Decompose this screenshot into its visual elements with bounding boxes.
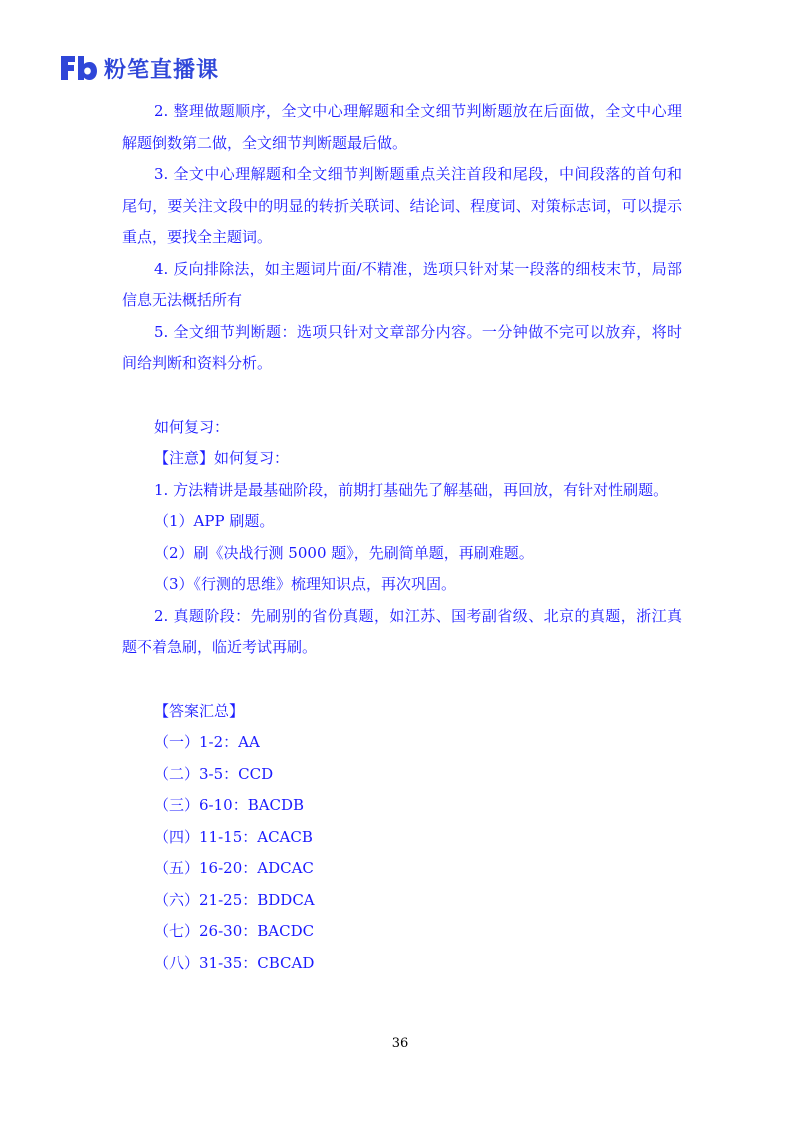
review-step-2: 2. 真题阶段：先刷别的省份真题，如江苏、国考副省级、北京的真题，浙江真题不着急刷，临近考试再刷。 (122, 606, 682, 656)
answers-heading: 【答案汇总】 (154, 701, 245, 720)
spacer (122, 380, 682, 412)
document-body (122, 96, 682, 979)
answer-item: （七）26-30：BACDC (154, 922, 315, 940)
answer-item: （一）1-2：AA (154, 733, 260, 751)
spacer (122, 664, 682, 696)
header (58, 52, 219, 84)
answer-item: （五）16-20：ADCAC (154, 859, 314, 877)
review-sub-item: （2）刷《决战行测 5000 题》，先刷简单题，再刷难题。 (154, 543, 534, 562)
answer-item: （八）31-35：CBCAD (154, 953, 315, 972)
paragraph: 2. 整理做题顺序，全文中心理解题和全文细节判断题放在后面做，全文中心理解题倒数第二做，全文细节判断题最后做。 (122, 102, 682, 152)
paragraph: 3. 全文中心理解题和全文细节判断题重点关注首段和尾段，中间段落的首句和尾句，要关注文段中的明显的转折关联词、结论词、程度词、对策标志词，可以提示重点，要找全主题词。 (122, 165, 682, 246)
answer-item: （三）6-10：BACDB (154, 796, 305, 814)
page-number: 36 (391, 1036, 409, 1051)
fb-logo-icon (58, 53, 98, 83)
answer-item: （二）3-5：CCD (154, 764, 274, 783)
review-step-1: 1. 方法精讲是最基础阶段，前期打基础先了解基础，再回放，有针对性刷题。 (154, 480, 669, 499)
brand-name: 粉笔直播课 (104, 57, 220, 83)
answer-item: （六）21-25：BDDCA (154, 890, 315, 909)
review-sub-item: （3）《行测的思维》梳理知识点，再次巩固。 (154, 575, 457, 593)
answer-item: （四）11-15：ACACB (154, 827, 313, 846)
review-heading: 如何复习： (154, 417, 230, 436)
paragraph: 5. 全文细节判断题：选项只针对文章部分内容。一分钟做不完可以放弃，将时间给判断和资料分析。 (122, 322, 682, 372)
review-sub-item: （1）APP 刷题。 (154, 512, 275, 530)
paragraph: 4. 反向排除法，如主题词片面/不精准，选项只针对某一段落的细枝末节，局部信息无法概括所有 (122, 259, 682, 309)
note-heading: 【注意】如何复习： (154, 449, 290, 467)
